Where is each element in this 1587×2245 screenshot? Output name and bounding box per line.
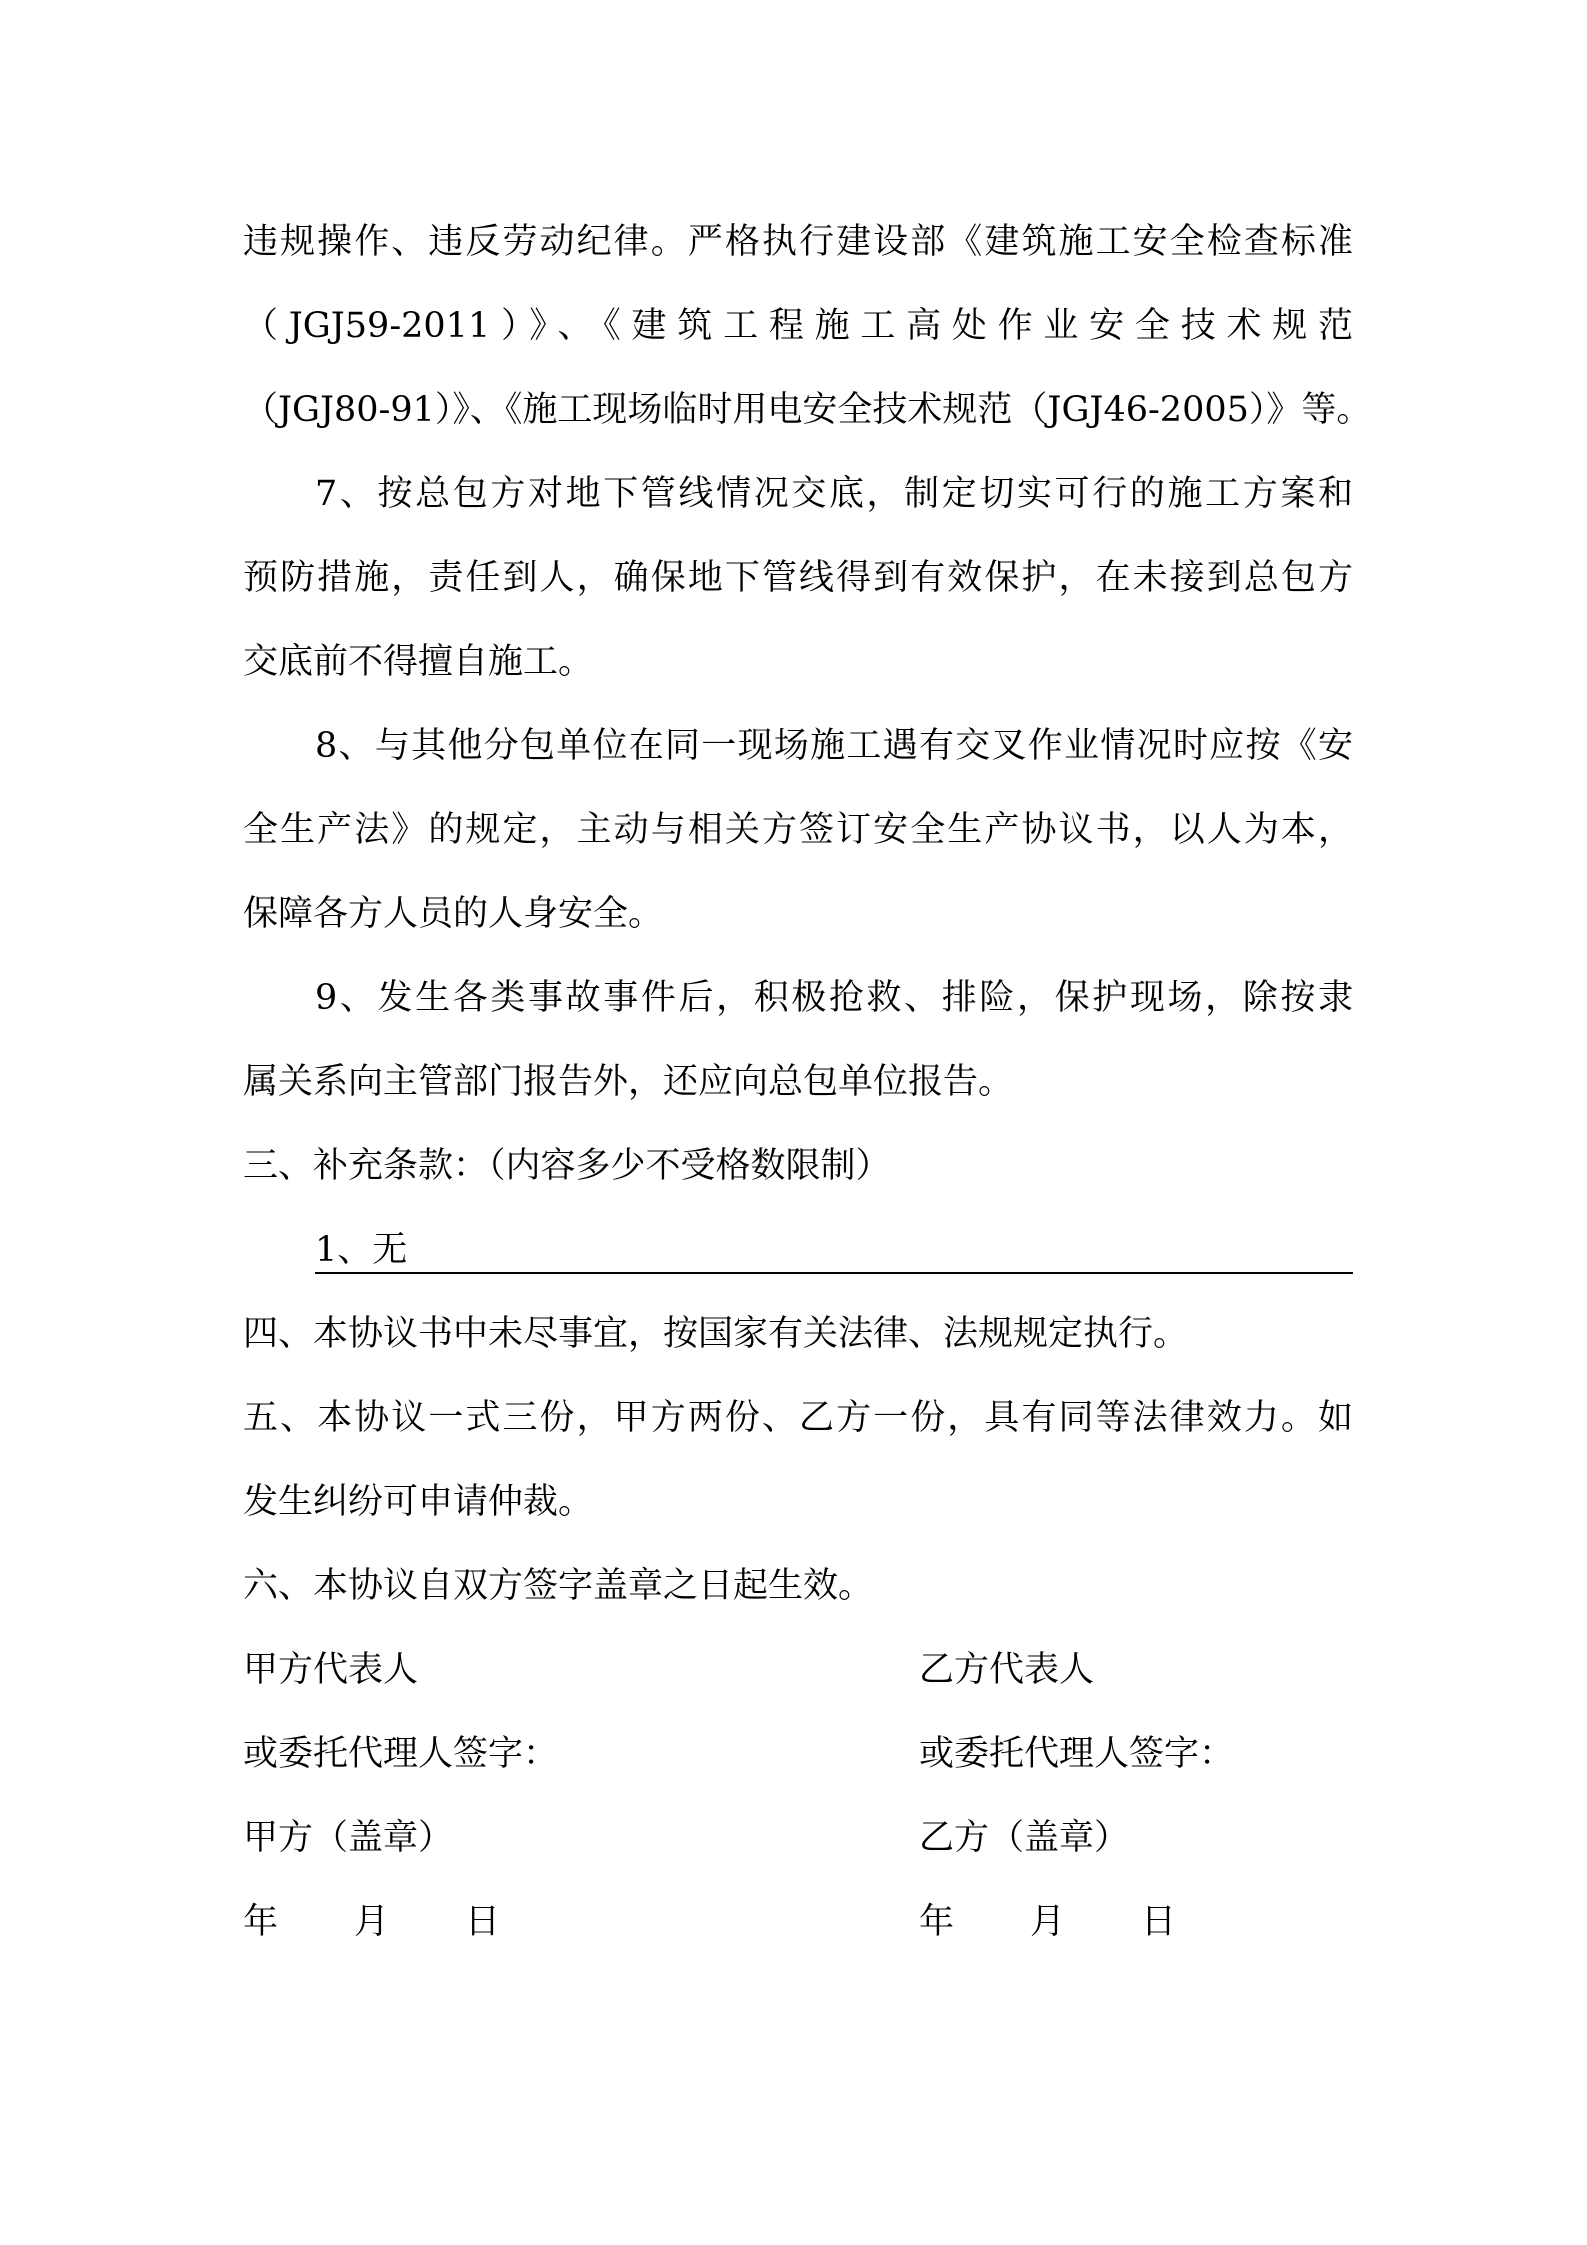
section-five-line-2: 发生纠纷可申请仲裁。: [243, 1482, 594, 1522]
section-three-item-1: [243, 1208, 1353, 1292]
section-four: 四、本协议书中未尽事宜，按国家有关法律、法规规定执行。: [243, 1314, 1189, 1354]
intro-line-3: （JGJ80-91）》、《施工现场临时用电安全技术规范（JGJ46-2005）》等。: [243, 390, 1372, 430]
clause-9-line-1: 9、发生各类事故事件后，积极抢救、排险，保护现场，除按隶: [315, 978, 1353, 1018]
party-b-month: 月: [1030, 1902, 1066, 1942]
section-five: [243, 1376, 1353, 1544]
clause-8-line-3: 保障各方人员的人身安全。: [243, 894, 664, 934]
section-five-line-1: 五、本协议一式三份，甲方两份、乙方一份，具有同等法律效力。如: [243, 1398, 1353, 1438]
clause-7: [243, 452, 1353, 704]
clause-8-line-1: 8、与其他分包单位在同一现场施工遇有交叉作业情况时应按《安: [315, 726, 1353, 766]
section-three-heading: 三、补充条款：（内容多少不受格数限制）: [243, 1146, 891, 1186]
party-b-agent: 或委托代理人签字：: [919, 1734, 1235, 1774]
party-a-rep: 甲方代表人: [243, 1650, 419, 1690]
intro-paragraph: [243, 200, 1372, 452]
party-b-seal: 乙方（盖章）: [919, 1818, 1130, 1858]
intro-line-2: （JGJ59-2011）》、《建筑工程施工高处作业安全技术规范: [243, 306, 1353, 346]
party-a-agent: 或委托代理人签字：: [243, 1734, 559, 1774]
party-a-year: 年: [243, 1902, 279, 1942]
clause-7-line-1: 7、按总包方对地下管线情况交底，制定切实可行的施工方案和: [315, 474, 1353, 514]
party-a-month: 月: [354, 1902, 390, 1942]
signature-date-row: [243, 1880, 1353, 1964]
party-b-date: [919, 1880, 1176, 1964]
party-a-day: 日: [465, 1902, 501, 1942]
clause-7-line-2: 预防措施，责任到人，确保地下管线得到有效保护，在未接到总包方: [243, 558, 1353, 598]
party-b-day: 日: [1141, 1902, 1177, 1942]
signature-agent-row: [243, 1712, 1353, 1796]
party-a-seal: 甲方（盖章）: [243, 1818, 454, 1858]
signature-block: [243, 1628, 1353, 1964]
signature-rep-row: [243, 1628, 1353, 1712]
clause-9-line-2: 属关系向主管部门报告外，还应向总包单位报告。: [243, 1062, 1014, 1102]
intro-line-1: 违规操作、违反劳动纪律。严格执行建设部《建筑施工安全检查标准: [243, 222, 1353, 262]
document-body: [243, 200, 1372, 1964]
party-b-rep: 乙方代表人: [919, 1650, 1095, 1690]
fill-in-underline: [315, 1272, 1353, 1274]
clause-8-line-2: 全生产法》的规定，主动与相关方签订安全生产协议书，以人为本，: [243, 810, 1353, 850]
signature-seal-row: [243, 1796, 1353, 1880]
clause-8: [243, 704, 1353, 956]
party-b-year: 年: [919, 1902, 955, 1942]
section-three-item-1-text: 1、无: [315, 1230, 408, 1270]
section-six: 六、本协议自双方签字盖章之日起生效。: [243, 1566, 874, 1606]
clause-9: [243, 956, 1353, 1124]
clause-7-line-3: 交底前不得擅自施工。: [243, 642, 594, 682]
party-a-date: [243, 1880, 500, 1964]
